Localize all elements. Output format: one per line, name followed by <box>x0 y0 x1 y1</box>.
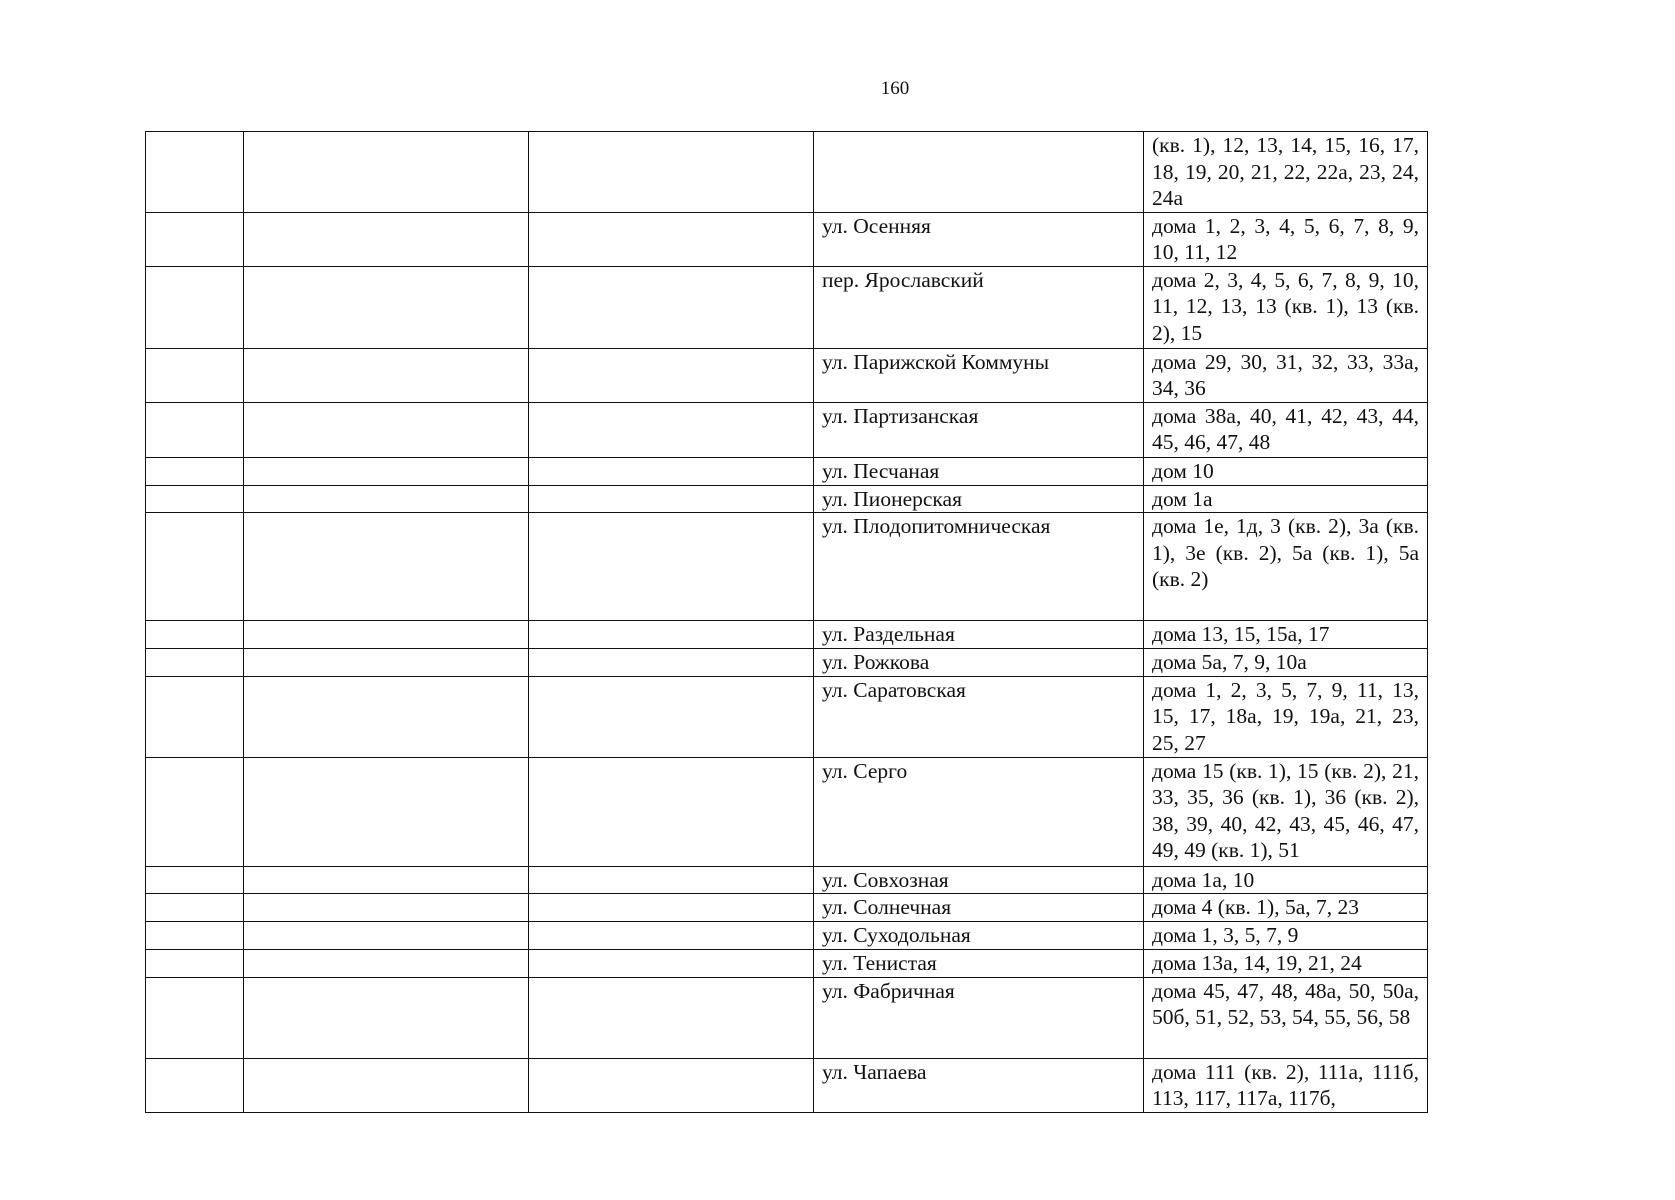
street-name-cell: ул. Рожкова <box>814 648 1144 676</box>
empty-cell <box>529 266 814 348</box>
street-name-cell: пер. Ярославский <box>814 266 1144 348</box>
empty-cell <box>146 894 244 922</box>
house-numbers-cell: (кв. 1), 12, 13, 14, 15, 16, 17, 18, 19, 20, 21, 22, 22а, 23, 24, 24а <box>1144 132 1428 213</box>
empty-cell <box>244 866 529 894</box>
empty-cell <box>146 266 244 348</box>
table-row <box>146 348 1428 402</box>
empty-cell <box>529 348 814 402</box>
house-numbers-cell: дома 13, 15, 15а, 17 <box>1144 621 1428 649</box>
street-name-cell <box>814 132 1144 213</box>
empty-cell <box>146 212 244 266</box>
empty-cell <box>244 132 529 213</box>
street-name-cell: ул. Солнечная <box>814 894 1144 922</box>
empty-cell <box>146 513 244 621</box>
empty-cell <box>244 621 529 649</box>
empty-cell <box>529 977 814 1058</box>
empty-cell <box>244 648 529 676</box>
empty-cell <box>146 757 244 866</box>
empty-cell <box>529 757 814 866</box>
street-name-cell: ул. Парижской Коммуны <box>814 348 1144 402</box>
house-numbers-cell: дома 1е, 1д, 3 (кв. 2), 3а (кв. 1), 3е (кв. 2), 5а (кв. 1), 5а (кв. 2) <box>1144 513 1428 621</box>
street-address-table <box>145 131 1428 1113</box>
empty-cell <box>146 1058 244 1112</box>
table-row <box>146 1058 1428 1112</box>
street-name-cell: ул. Чапаева <box>814 1058 1144 1112</box>
house-numbers-cell: дома 45, 47, 48, 48а, 50, 50а, 50б, 51, 52, 53, 54, 55, 56, 58 <box>1144 977 1428 1058</box>
street-name-cell: ул. Партизанская <box>814 402 1144 457</box>
empty-cell <box>529 949 814 977</box>
empty-cell <box>529 513 814 621</box>
table-row <box>146 922 1428 950</box>
empty-cell <box>244 348 529 402</box>
table-row <box>146 621 1428 649</box>
empty-cell <box>529 402 814 457</box>
empty-cell <box>146 949 244 977</box>
house-numbers-cell: дома 13а, 14, 19, 21, 24 <box>1144 949 1428 977</box>
street-name-cell: ул. Серго <box>814 757 1144 866</box>
house-numbers-cell: дома 4 (кв. 1), 5а, 7, 23 <box>1144 894 1428 922</box>
street-name-cell: ул. Суходольная <box>814 922 1144 950</box>
table-row <box>146 212 1428 266</box>
table-row <box>146 949 1428 977</box>
street-name-cell: ул. Тенистая <box>814 949 1144 977</box>
house-numbers-cell: дома 29, 30, 31, 32, 33, 33а, 34, 36 <box>1144 348 1428 402</box>
empty-cell <box>244 676 529 757</box>
empty-cell <box>529 621 814 649</box>
empty-cell <box>146 676 244 757</box>
house-numbers-cell: дома 5а, 7, 9, 10а <box>1144 648 1428 676</box>
table-row <box>146 676 1428 757</box>
street-name-cell: ул. Песчаная <box>814 457 1144 485</box>
empty-cell <box>244 977 529 1058</box>
street-name-cell: ул. Осенняя <box>814 212 1144 266</box>
empty-cell <box>146 977 244 1058</box>
empty-cell <box>529 866 814 894</box>
house-numbers-cell: дома 2, 3, 4, 5, 6, 7, 8, 9, 10, 11, 12, 13, 13 (кв. 1), 13 (кв. 2), 15 <box>1144 266 1428 348</box>
table-body <box>146 132 1428 1113</box>
table-row <box>146 866 1428 894</box>
table-row <box>146 485 1428 513</box>
empty-cell <box>244 922 529 950</box>
empty-cell <box>244 513 529 621</box>
empty-cell <box>146 648 244 676</box>
empty-cell <box>146 621 244 649</box>
table-row <box>146 266 1428 348</box>
empty-cell <box>244 266 529 348</box>
table-row <box>146 513 1428 621</box>
table-row <box>146 457 1428 485</box>
empty-cell <box>146 132 244 213</box>
empty-cell <box>529 922 814 950</box>
table-row <box>146 894 1428 922</box>
empty-cell <box>244 1058 529 1112</box>
street-name-cell: ул. Фабричная <box>814 977 1144 1058</box>
empty-cell <box>244 485 529 513</box>
house-numbers-cell: дома 1, 2, 3, 4, 5, 6, 7, 8, 9, 10, 11, 12 <box>1144 212 1428 266</box>
house-numbers-cell: дома 1а, 10 <box>1144 866 1428 894</box>
empty-cell <box>244 757 529 866</box>
table-row <box>146 977 1428 1058</box>
house-numbers-cell: дома 15 (кв. 1), 15 (кв. 2), 21, 33, 35, 36 (кв. 1), 36 (кв. 2), 38, 39, 40, 42, 43, 45, 46, 47, 49, 49 (кв. 1), 51 <box>1144 757 1428 866</box>
empty-cell <box>244 402 529 457</box>
table-row <box>146 757 1428 866</box>
page-number: 160 <box>880 78 910 99</box>
empty-cell <box>529 212 814 266</box>
empty-cell <box>244 949 529 977</box>
empty-cell <box>244 457 529 485</box>
street-name-cell: ул. Раздельная <box>814 621 1144 649</box>
empty-cell <box>244 894 529 922</box>
empty-cell <box>146 457 244 485</box>
empty-cell <box>529 132 814 213</box>
empty-cell <box>146 866 244 894</box>
house-numbers-cell: дома 38а, 40, 41, 42, 43, 44, 45, 46, 47, 48 <box>1144 402 1428 457</box>
house-numbers-cell: дом 10 <box>1144 457 1428 485</box>
house-numbers-cell: дома 1, 3, 5, 7, 9 <box>1144 922 1428 950</box>
empty-cell <box>146 348 244 402</box>
street-name-cell: ул. Пионерская <box>814 485 1144 513</box>
empty-cell <box>146 485 244 513</box>
empty-cell <box>146 922 244 950</box>
street-name-cell: ул. Плодопитомническая <box>814 513 1144 621</box>
empty-cell <box>529 894 814 922</box>
empty-cell <box>529 457 814 485</box>
empty-cell <box>529 1058 814 1112</box>
empty-cell <box>529 648 814 676</box>
table-row <box>146 648 1428 676</box>
house-numbers-cell: дом 1а <box>1144 485 1428 513</box>
street-name-cell: ул. Совхозная <box>814 866 1144 894</box>
street-name-cell: ул. Саратовская <box>814 676 1144 757</box>
house-numbers-cell: дома 1, 2, 3, 5, 7, 9, 11, 13, 15, 17, 18а, 19, 19а, 21, 23, 25, 27 <box>1144 676 1428 757</box>
empty-cell <box>146 402 244 457</box>
empty-cell <box>529 485 814 513</box>
table-row <box>146 132 1428 213</box>
table-row <box>146 402 1428 457</box>
house-numbers-cell: дома 111 (кв. 2), 111а, 111б, 113, 117, 117а, 117б, <box>1144 1058 1428 1112</box>
empty-cell <box>244 212 529 266</box>
empty-cell <box>529 676 814 757</box>
